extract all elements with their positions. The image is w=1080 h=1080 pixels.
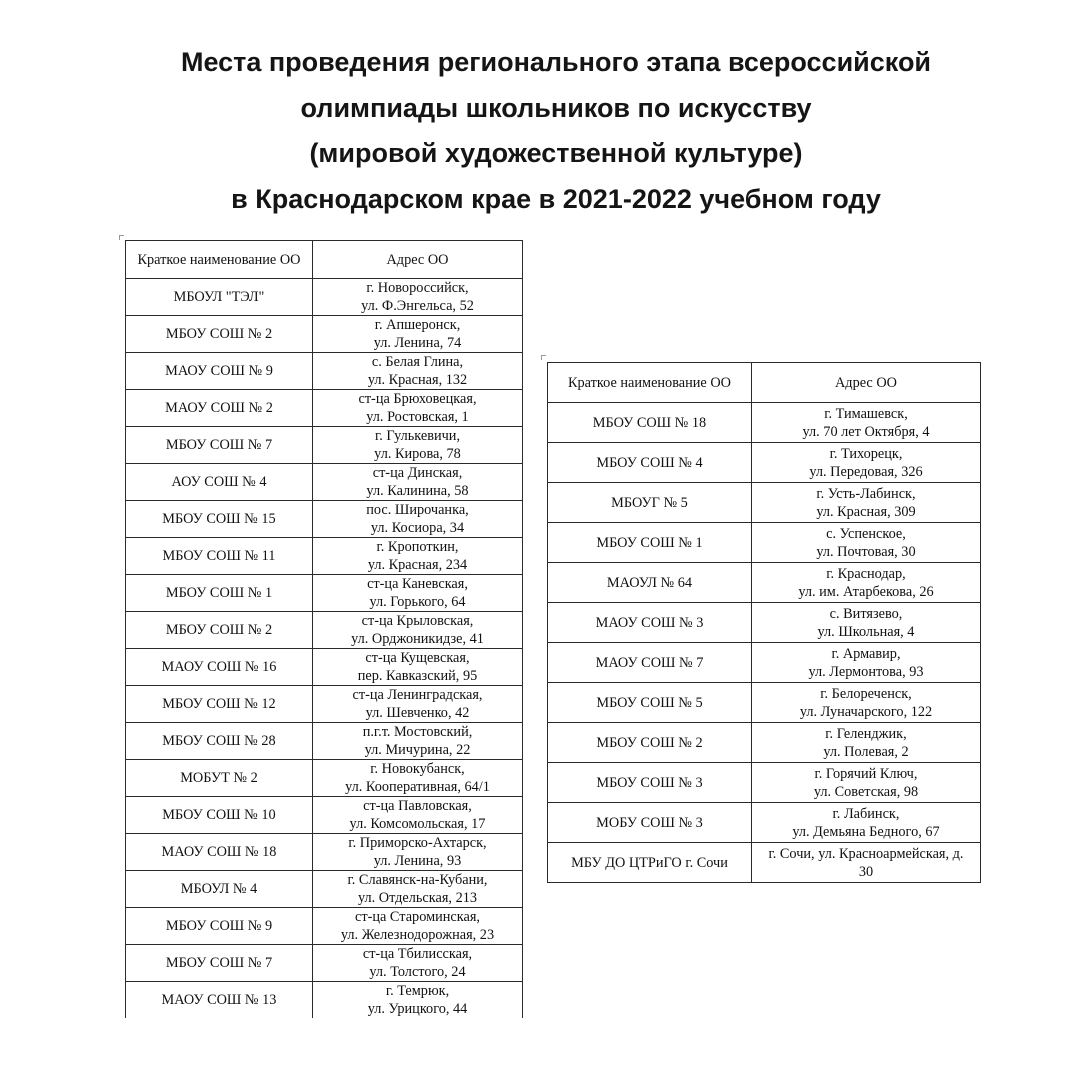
address-line: ул. Красная, 309 xyxy=(816,503,916,520)
table-row xyxy=(548,563,981,603)
org-name-cell: МБОУ СОШ № 7 xyxy=(126,945,313,982)
address-line: ул. Демьяна Бедного, 67 xyxy=(792,823,940,840)
address-cell xyxy=(313,945,523,982)
table-row xyxy=(126,538,523,575)
address-cell xyxy=(752,483,981,523)
address-line: ул. Красная, 132 xyxy=(367,372,468,388)
address-cell xyxy=(313,871,523,908)
org-name-cell: МОБУ СОШ № 3 xyxy=(548,803,752,843)
table-row xyxy=(126,353,523,390)
address-line: г. Тимашевск, xyxy=(824,405,908,422)
org-name-cell: МАОУ СОШ № 18 xyxy=(126,834,313,871)
address-line: г. Армавир, xyxy=(831,645,901,662)
org-name-cell: МБОУЛ № 4 xyxy=(126,871,313,908)
table-row xyxy=(126,686,523,723)
table-row xyxy=(126,464,523,501)
table-row xyxy=(126,834,523,871)
address-cell xyxy=(752,643,981,683)
address-line: ул. им. Атарбекова, 26 xyxy=(798,583,934,600)
address-line: ул. 70 лет Октября, 4 xyxy=(802,423,930,440)
address-line: ст-ца Павловская, xyxy=(363,798,472,814)
address-cell xyxy=(752,763,981,803)
address-cell xyxy=(313,649,523,686)
address-line: г. Славянск-на-Кубани, xyxy=(347,872,488,888)
address-line: с. Успенское, xyxy=(826,525,906,542)
org-name-cell: МБОУ СОШ № 12 xyxy=(126,686,313,723)
table-row xyxy=(126,871,523,908)
table-row xyxy=(126,501,523,538)
org-name-cell: МБОУ СОШ № 1 xyxy=(548,523,752,563)
address-line: ул. Советская, 98 xyxy=(813,783,919,800)
address-line: ст-ца Староминская, xyxy=(355,909,480,925)
table-anchor-marker xyxy=(119,235,124,240)
table-row xyxy=(126,982,523,1019)
page-title xyxy=(0,40,1080,222)
header-address: Адрес ОО xyxy=(313,241,523,279)
address-cell xyxy=(752,723,981,763)
address-line: ул. Ленина, 93 xyxy=(373,853,462,869)
address-line: ул. Полевая, 2 xyxy=(823,743,909,760)
address-cell xyxy=(313,390,523,427)
address-line: ст-ца Кущевская, xyxy=(365,650,470,666)
address-cell xyxy=(313,427,523,464)
table-row xyxy=(126,612,523,649)
address-line: г. Приморско-Ахтарск, xyxy=(348,835,487,851)
address-line: г. Горячий Ключ, xyxy=(814,765,918,782)
address-line: ул. Шевченко, 42 xyxy=(365,705,470,721)
address-cell xyxy=(313,723,523,760)
address-line: ст-ца Динская, xyxy=(372,465,463,481)
header-name: Краткое наименование ОО xyxy=(126,241,313,279)
address-line: с. Белая Глина, xyxy=(371,354,464,370)
address-cell xyxy=(752,803,981,843)
address-line: ул. Ф.Энгельса, 52 xyxy=(361,298,474,314)
address-line: г. Белореченск, xyxy=(820,685,912,702)
org-name-cell: МАОУ СОШ № 13 xyxy=(126,982,313,1019)
address-line: пер. Кавказский, 95 xyxy=(357,668,478,684)
address-line: ул. Урицкого, 44 xyxy=(367,1001,468,1017)
org-name-cell: МБОУ СОШ № 15 xyxy=(126,501,313,538)
address-line: с. Витязево, xyxy=(829,605,903,622)
address-line: г. Новороссийск, xyxy=(366,280,469,296)
org-name-cell: МБОУ СОШ № 18 xyxy=(548,403,752,443)
address-line: ул. Комсомольская, 17 xyxy=(349,816,486,832)
org-name-cell: МБОУ СОШ № 4 xyxy=(548,443,752,483)
table-header-row xyxy=(548,363,981,403)
org-name-cell: МАОУ СОШ № 2 xyxy=(126,390,313,427)
address-line: ул. Калинина, 58 xyxy=(366,483,469,499)
table-body xyxy=(548,403,981,883)
address-cell xyxy=(313,612,523,649)
org-name-cell: МБОУ СОШ № 2 xyxy=(126,612,313,649)
address-line: г. Усть-Лабинск, xyxy=(816,485,916,502)
address-line: ул. Орджоникидзе, 41 xyxy=(351,631,484,647)
header-name: Краткое наименование ОО xyxy=(548,363,752,403)
org-name-cell: МБОУ СОШ № 1 xyxy=(126,575,313,612)
address-cell xyxy=(313,982,523,1019)
org-name-cell: МАОУ СОШ № 9 xyxy=(126,353,313,390)
address-line: г. Гулькевичи, xyxy=(374,428,461,444)
table-row xyxy=(126,390,523,427)
address-line: г. Краснодар, xyxy=(826,565,906,582)
address-line: г. Темрюк, xyxy=(385,983,450,999)
address-cell xyxy=(752,683,981,723)
address-line: ул. Отдельская, 213 xyxy=(357,890,478,906)
table-row xyxy=(126,279,523,316)
address-cell xyxy=(313,686,523,723)
table-row xyxy=(548,803,981,843)
address-cell xyxy=(313,538,523,575)
table-anchor-marker xyxy=(541,355,546,360)
address-cell xyxy=(313,760,523,797)
address-cell xyxy=(752,523,981,563)
org-name-cell: МБУ ДО ЦТРиГО г. Сочи xyxy=(548,843,752,883)
org-name-cell: МАОУ СОШ № 3 xyxy=(548,603,752,643)
org-name-cell: МБОУ СОШ № 3 xyxy=(548,763,752,803)
address-line: ул. Ленина, 74 xyxy=(373,335,462,351)
address-line: г. Апшеронск, xyxy=(374,317,461,333)
address-line: ст-ца Каневская, xyxy=(367,576,468,592)
org-name-cell: МАОУ СОШ № 16 xyxy=(126,649,313,686)
address-line: ст-ца Крыловская, xyxy=(361,613,474,629)
org-name-cell: МБОУ СОШ № 5 xyxy=(548,683,752,723)
address-cell xyxy=(313,464,523,501)
table-row xyxy=(548,523,981,563)
address-line: ул. Кооперативная, 64/1 xyxy=(345,779,490,795)
address-cell xyxy=(313,353,523,390)
venues-table-right xyxy=(547,362,981,883)
address-line: ул. Кирова, 78 xyxy=(374,446,461,462)
address-line: ст-ца Брюховецкая, xyxy=(358,391,477,407)
address-cell xyxy=(752,603,981,643)
address-line: ул. Лермонтова, 93 xyxy=(808,663,924,680)
address-line: ул. Горького, 64 xyxy=(369,594,466,610)
address-line: г. Сочи, ул. Красноармейская, д. xyxy=(768,845,964,862)
org-name-cell: МБОУГ № 5 xyxy=(548,483,752,523)
table-row xyxy=(126,908,523,945)
address-line: ул. Передовая, 326 xyxy=(809,463,923,480)
title-line: в Краснодарском крае в 2021-2022 учебном году xyxy=(231,183,881,214)
address-cell xyxy=(313,834,523,871)
address-line: ул. Железнодорожная, 23 xyxy=(340,927,495,943)
address-line: ул. Косиора, 34 xyxy=(370,520,465,536)
address-line: г. Тихорецк, xyxy=(829,445,903,462)
address-cell xyxy=(313,575,523,612)
table-row xyxy=(548,483,981,523)
org-name-cell: МБОУ СОШ № 11 xyxy=(126,538,313,575)
address-line: п.г.т. Мостовский, xyxy=(362,724,473,740)
title-line: Места проведения регионального этапа всероссийской xyxy=(180,47,932,77)
address-line: г. Лабинск, xyxy=(832,805,900,822)
org-name-cell: МАОУЛ № 64 xyxy=(548,563,752,603)
address-cell xyxy=(313,797,523,834)
address-line: ул. Почтовая, 30 xyxy=(816,543,916,560)
org-name-cell: МБОУЛ "ТЭЛ" xyxy=(126,279,313,316)
address-line: ул. Красная, 234 xyxy=(367,557,468,573)
org-name-cell: МБОУ СОШ № 7 xyxy=(126,427,313,464)
org-name-cell: МБОУ СОШ № 10 xyxy=(126,797,313,834)
venues-table-left xyxy=(125,240,523,1018)
table-row xyxy=(126,575,523,612)
title-line: (мировой художественной культуре) xyxy=(309,138,803,168)
address-line: 30 xyxy=(858,863,874,880)
address-cell xyxy=(752,843,981,883)
header-address: Адрес ОО xyxy=(752,363,981,403)
address-line: ул. Школьная, 4 xyxy=(817,623,915,640)
address-line: г. Новокубанск, xyxy=(370,761,465,777)
address-cell xyxy=(752,403,981,443)
table-row xyxy=(126,723,523,760)
org-name-cell: МБОУ СОШ № 9 xyxy=(126,908,313,945)
address-line: ст-ца Ленинградская, xyxy=(352,687,483,703)
address-line: пос. Широчанка, xyxy=(366,502,469,518)
address-line: ул. Луначарского, 122 xyxy=(799,703,933,720)
org-name-cell: МБОУ СОШ № 28 xyxy=(126,723,313,760)
address-cell xyxy=(313,908,523,945)
table-row xyxy=(548,603,981,643)
address-line: ул. Ростовская, 1 xyxy=(366,409,469,425)
table-row xyxy=(126,649,523,686)
address-cell xyxy=(752,563,981,603)
address-cell xyxy=(313,501,523,538)
address-cell xyxy=(313,279,523,316)
table-row xyxy=(548,443,981,483)
table-row xyxy=(126,945,523,982)
org-name-cell: МБОУ СОШ № 2 xyxy=(126,316,313,353)
table-row xyxy=(126,316,523,353)
table-row xyxy=(126,797,523,834)
title-line: олимпиады школьников по искусству xyxy=(300,92,812,123)
address-line: г. Кропоткин, xyxy=(376,539,459,555)
table-row xyxy=(548,843,981,883)
org-name-cell: МБОУ СОШ № 2 xyxy=(548,723,752,763)
org-name-cell: МАОУ СОШ № 7 xyxy=(548,643,752,683)
table-row xyxy=(548,403,981,443)
table-body xyxy=(126,279,523,1019)
table-row xyxy=(126,760,523,797)
address-line: ул. Мичурина, 22 xyxy=(364,742,471,758)
address-line: ул. Толстого, 24 xyxy=(369,964,466,980)
table-row xyxy=(548,683,981,723)
table-row xyxy=(548,763,981,803)
org-name-cell: МОБУТ № 2 xyxy=(126,760,313,797)
table-row xyxy=(126,427,523,464)
address-cell xyxy=(313,316,523,353)
table-header-row xyxy=(126,241,523,279)
address-line: ст-ца Тбилисская, xyxy=(362,946,473,962)
table-row xyxy=(548,723,981,763)
address-line: г. Геленджик, xyxy=(825,725,907,742)
org-name-cell: АОУ СОШ № 4 xyxy=(126,464,313,501)
table-row xyxy=(548,643,981,683)
address-cell xyxy=(752,443,981,483)
